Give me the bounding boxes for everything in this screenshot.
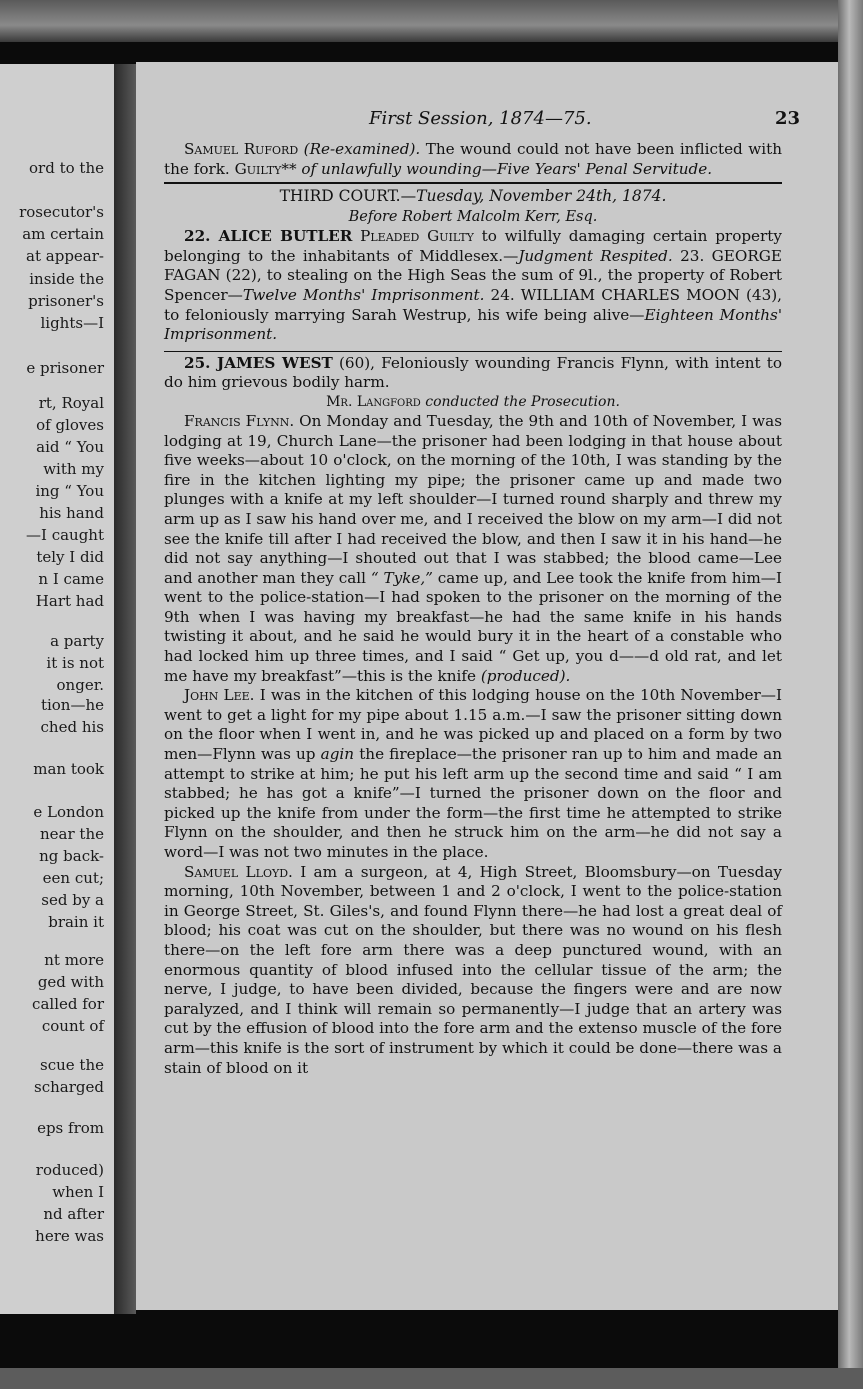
case-25-heading: [164, 354, 782, 393]
ruford-text: The wound could not have been inflicted with the fork.: [164, 140, 782, 178]
counsel-name: Mr. Langford: [326, 393, 421, 410]
testimony-lloyd: [164, 863, 782, 1079]
previous-page-text-fragment: ng back-: [39, 847, 104, 865]
conducted-text: conducted the Prosecution.: [420, 393, 620, 410]
previous-page-text-fragment: ord to the: [29, 159, 104, 177]
previous-page-text-fragment: sed by a: [41, 891, 104, 909]
testimony-text-cont: came up, and Lee took the knife from him—I went to the police-station—I had spoken to the prisoner on the morning of the 9th when I was having my breakfast—he had the same knife in his hands twisting it about, and he said he would bury it in the heart of a constable who had locked him up three times, and I said “ Get up, you d——d old rat, and let me have my breakfast”—this is the knife: [164, 568, 782, 685]
witness-name: Francis Flynn.: [184, 411, 295, 430]
previous-page-text-fragment: am certain: [22, 225, 104, 243]
previous-page-text-fragment: prisoner's: [28, 292, 104, 310]
previous-page-text-fragment: roduced): [35, 1161, 104, 1179]
witness-name: John Lee.: [184, 686, 255, 705]
previous-page-text-fragment: inside the: [29, 270, 104, 288]
previous-page-text-fragment: n I came: [38, 570, 104, 588]
previous-page-text-fragment: with my: [43, 460, 104, 478]
scan-bottom-margin: [0, 1368, 863, 1389]
page-content: [164, 108, 800, 1078]
previous-page-text-fragment: nd after: [43, 1205, 104, 1223]
testimony-lee: [164, 686, 782, 862]
previous-page-text-fragment: at appear-: [26, 247, 104, 265]
judge-line: Before Robert Malcolm Kerr, Esq.: [348, 209, 598, 226]
previous-page-text-fragment: a party: [50, 632, 104, 650]
previous-page-text-fragment: rosecutor's: [19, 203, 104, 221]
nickname: “ Tyke,”: [370, 568, 433, 587]
case-25: [164, 354, 782, 1078]
case-24-text: 24. WILLIAM CHARLES MOON (43), to feloniously marrying Sarah Westrup, his wife being alive—: [164, 285, 782, 324]
book-page: [136, 62, 838, 1310]
testimony-text: On Monday and Tuesday, the 9th and 10th of November, I was lodging at 19, Church Lane—the prisoner had been lodging in that house about five weeks—about 10 o'clock, on the morning of the 10th, I was standing by the fire in the kitchen lighting my pipe; the prisoner came up and made two plunges with a knife at my left shoulder—I turned round sharply and threw my arm up as I saw his hand over me, and I received the blow on my arm—I did not see the knife till after I had received the blow, and then I saw it in his hand—he did not say anything—I shouted out that I was stabbed; the blood came—Lee and another man they call: [164, 411, 782, 587]
page-number: 23: [774, 108, 800, 129]
case-23-text: 23. GEORGE FAGAN (22), to stealing on the High Seas the sum of 9l., the property of Robert Spencer—: [164, 246, 782, 304]
court-date: Tuesday, November 24th, 1874.: [416, 187, 667, 206]
previous-page-text-fragment: ged with: [37, 973, 104, 991]
previous-page-text-fragment: tely I did: [36, 548, 104, 566]
previous-page-text-fragment: of gloves: [36, 416, 104, 434]
previous-page-text-fragment: lights—I: [40, 314, 104, 332]
case-22-name: 22. ALICE BUTLER: [184, 227, 353, 246]
previous-page-text-fragment: eps from: [37, 1119, 104, 1137]
previous-page-text-fragment: scue the: [40, 1056, 104, 1074]
previous-page-text-fragment: here was: [35, 1227, 104, 1245]
previous-page-text-fragment: onger.: [56, 676, 104, 694]
previous-page-text-fragment: e prisoner: [26, 359, 104, 377]
previous-page-text-fragment: called for: [32, 995, 104, 1013]
running-header: [164, 108, 800, 132]
sentence: of unlawfully wounding—Five Years' Penal Servitude.: [296, 159, 713, 178]
previous-page-text-fragment: scharged: [34, 1078, 104, 1096]
testimony-text-cont: the fireplace—the prisoner ran up to him and made an attempt to strike at him; he put his left arm up the second time and said “ I am stabbed; he has got a knife”—I turned the prisoner down on the floor and picked up the knife from under the form—the first time he attempted to strike Flynn on the shoulder, and then he struck him on the arm—he did not say a word—I was not two minutes in the place.: [164, 745, 783, 861]
book-spine-shadow: [114, 64, 136, 1314]
witness-name: Samuel Lloyd.: [184, 862, 293, 881]
dialect-word: agin: [320, 745, 355, 764]
previous-page-text-fragment: rt, Royal: [38, 394, 104, 412]
plea-label: Pleaded Guilty: [352, 227, 474, 246]
scan-right-edge: [838, 0, 863, 1389]
case-22-text: to wilfully damaging certain property belonging to the inhabitants of Middlesex.—: [164, 227, 782, 265]
previous-page-fragment: [0, 64, 114, 1314]
previous-page-text-fragment: when I: [52, 1183, 104, 1201]
verdict: Guilty**: [234, 159, 297, 178]
court-name: THIRD COURT.—: [279, 187, 417, 206]
running-title: First Session, 1874—75.: [369, 108, 592, 129]
previous-page-text-fragment: e London: [33, 803, 104, 821]
previous-page-text-fragment: —I caught: [26, 526, 104, 544]
previous-page-text-fragment: it is not: [46, 654, 104, 672]
previous-page-text-fragment: ched his: [40, 718, 104, 736]
scan-top-margin: [0, 0, 863, 42]
testimony-flynn: [164, 412, 782, 686]
court-heading: [164, 185, 782, 207]
case-separator-rule: [164, 351, 782, 352]
witness-name: Samuel Ruford: [184, 140, 299, 158]
testimony-text: I am a surgeon, at 4, High Street, Bloomsbury—on Tuesday morning, 10th November, between 1 and 2 o'clock, I went to the police-station in George Street, St. Giles's, and found Flynn there—he had lost a great deal of blood; his coat was cut on the shoulder, but there was no wound on his flesh there—on the left fore arm there was a deep punctured wound, with an enormous quantity of blood infused into the cellular tissue of the arm; the nerve, I judge, to have been divided, because the fingers were and are now paralyzed, and I think will remain so permanently—I judge that an artery was cut by the effusion of blood into the fore arm and the extenso muscle of the fore arm—this knife is the sort of instrument by which it could be done—there was a stain of blood on it: [164, 862, 782, 1077]
testimony-text: I was in the kitchen of this lodging house on the 10th November—I went to get a light for my pipe about 1.15 a.m.—I saw the prisoner sitting down on the floor when I went in, and he was picked up and placed on a form by two men—Flynn was up: [164, 686, 782, 764]
case-24-sentence: Eighteen Months' Imprisonment.: [164, 305, 782, 344]
previous-page-text-fragment: tion—he: [40, 696, 104, 714]
defendant-name: 25. JAMES WEST: [184, 353, 333, 372]
previous-page-text-fragment: brain it: [48, 913, 104, 931]
previous-page-text-fragment: count of: [41, 1017, 104, 1035]
previous-page-text-fragment: Hart had: [35, 592, 104, 610]
produced-label: (produced).: [480, 666, 571, 685]
previous-page-text-fragment: nt more: [44, 951, 104, 969]
previous-page-text-fragment: ing “ You: [35, 482, 104, 500]
prosecution-line: [164, 393, 782, 412]
guilty-pleas-paragraph: [164, 227, 782, 345]
case-22-judgment: Judgment Respited.: [518, 246, 673, 265]
previous-page-text-fragment: aid “ You: [36, 438, 104, 456]
charge-text: (60), Feloniously wounding Francis Flynn, with intent to do him grievous bodily harm.: [164, 353, 782, 392]
ruford-reexamination: [164, 140, 782, 179]
case-23-sentence: Twelve Months' Imprisonment.: [242, 285, 485, 304]
section-rule: [164, 182, 782, 184]
previous-page-text-fragment: near the: [40, 825, 104, 843]
previous-page-text-fragment: his hand: [39, 504, 104, 522]
previous-page-text-fragment: man took: [33, 760, 104, 778]
reexamined-label: (Re-examined).: [303, 140, 421, 158]
previous-page-text-fragment: een cut;: [42, 869, 104, 887]
